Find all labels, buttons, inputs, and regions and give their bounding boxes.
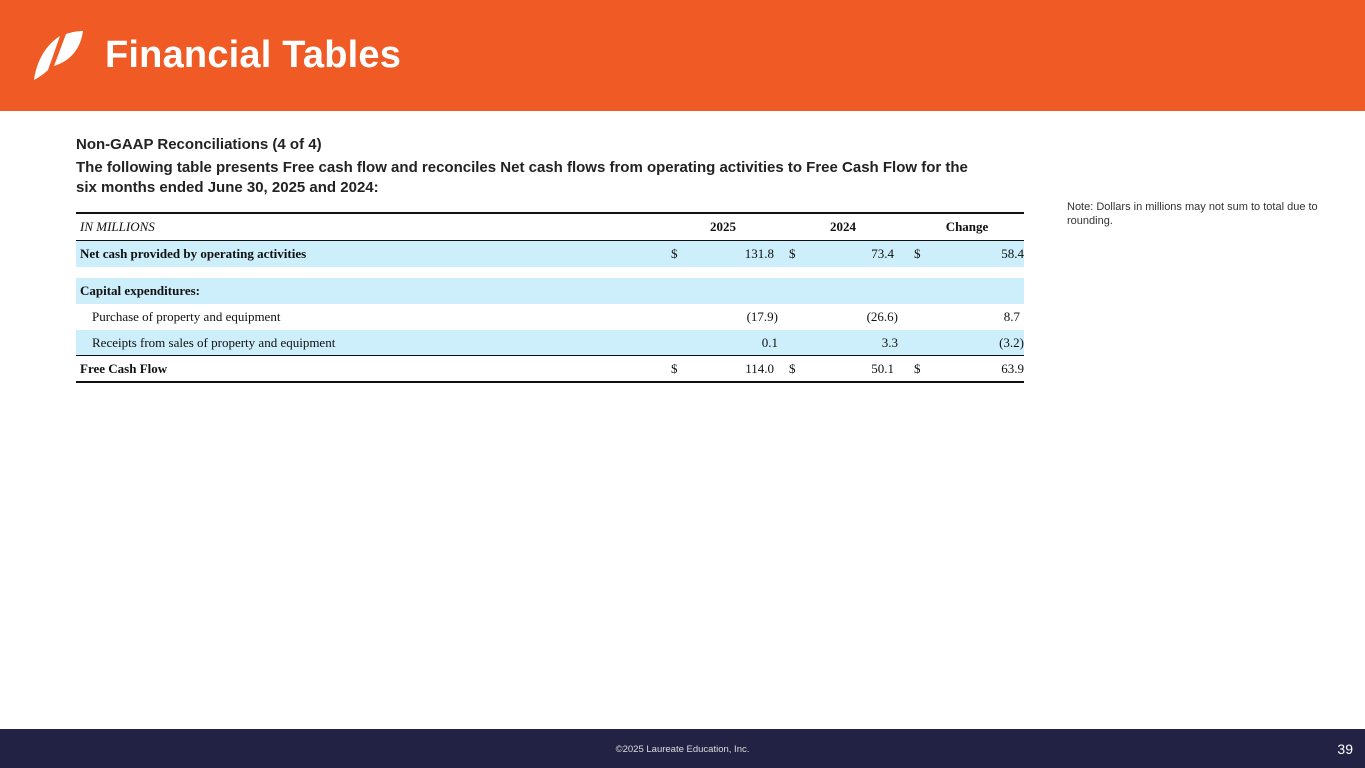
section-subheading: Non-GAAP Reconciliations (4 of 4) (76, 136, 322, 153)
row-label: Receipts from sales of property and equipment (92, 334, 336, 350)
row-label: Purchase of property and equipment (92, 309, 281, 324)
header-2025: 2025 (710, 219, 736, 234)
dollar-sign: $ (671, 360, 678, 376)
page-title: Financial Tables (105, 34, 402, 76)
table-row-receipts (76, 330, 1024, 356)
row-label: Net cash provided by operating activities (80, 246, 307, 261)
table-row-purchase (76, 304, 1024, 330)
value-change: (3.2) (999, 334, 1024, 350)
row-spacer (76, 267, 1024, 278)
value-2024: 3.3 (881, 334, 898, 350)
value-change: 58.4 (1001, 246, 1024, 261)
table-row-free-cash-flow (76, 356, 1024, 383)
page-number: 39 (1337, 741, 1353, 757)
copyright-text: ©2025 Laureate Education, Inc. (615, 744, 750, 755)
value-2024: (26.6) (866, 309, 898, 324)
dollar-sign: $ (671, 246, 678, 261)
value-change: 63.9 (1001, 360, 1024, 376)
table-row-capex-heading (76, 278, 1024, 304)
leaf-icon (32, 30, 84, 82)
footer-bar (0, 729, 1365, 768)
dollar-sign: $ (914, 246, 921, 261)
dollar-sign: $ (789, 246, 796, 261)
rounding-note: Note: Dollars in millions may not sum to total due to rounding. (1067, 201, 1318, 227)
value-change: 8.7 (1003, 309, 1020, 324)
header-banner (0, 0, 1365, 111)
row-label: Free Cash Flow (80, 360, 168, 376)
value-2025: (17.9) (746, 309, 778, 324)
intro-text: The following table presents Free cash flow and reconciles Net cash flows from operating activities to Free Cash Flow for the six months ended June 30, 2025 and 2024: (76, 159, 968, 196)
table-header-row (76, 212, 1024, 241)
table-row-net-cash (76, 241, 1024, 267)
dollar-sign: $ (789, 360, 796, 376)
row-label: Capital expenditures: (80, 283, 201, 298)
value-2025: 131.8 (744, 246, 774, 261)
header-in-millions: IN MILLIONS (80, 219, 155, 234)
dollar-sign: $ (914, 360, 921, 376)
header-2024: 2024 (830, 219, 856, 234)
value-2025: 114.0 (745, 360, 774, 376)
value-2024: 73.4 (871, 246, 894, 261)
free-cash-flow-table (76, 212, 1024, 383)
value-2024: 50.1 (871, 360, 894, 376)
header-change: Change (945, 219, 989, 234)
value-2025: 0.1 (761, 334, 778, 350)
